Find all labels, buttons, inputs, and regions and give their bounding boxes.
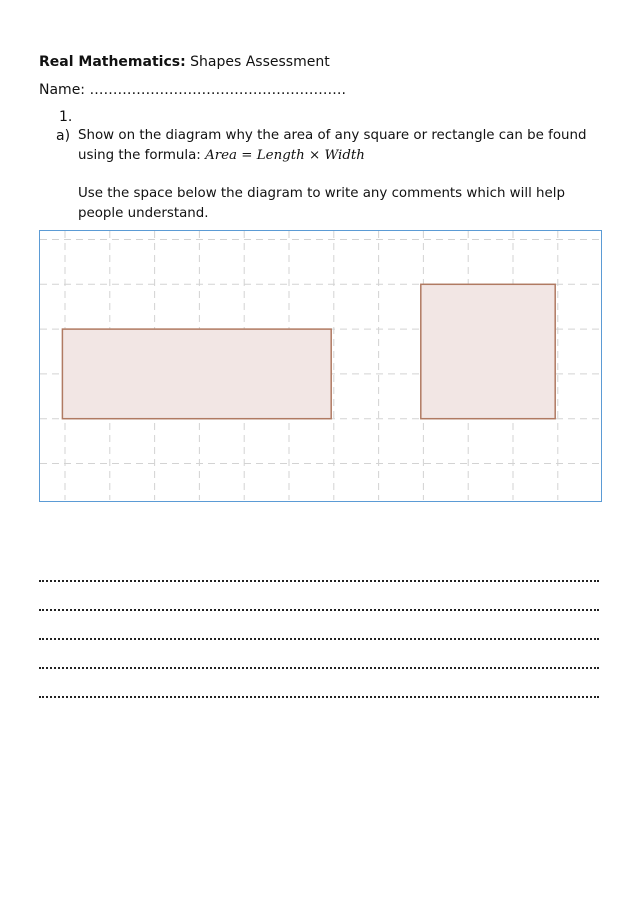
question-text: [78, 126, 608, 224]
title-rest-text: Shapes Assessment: [185, 54, 330, 70]
name-field[interactable]: [39, 80, 346, 100]
name-dots: ……………………………………………….: [89, 82, 346, 98]
answer-line[interactable]: [39, 574, 599, 582]
question-prompt-text: Show on the diagram why the area of any square or rectangle can be found using the formula:: [78, 128, 587, 163]
shape-rectangle: [62, 329, 331, 419]
question-number: 1.: [59, 109, 73, 125]
title-bold-text: Real Mathematics:: [39, 54, 186, 70]
answer-line[interactable]: [39, 632, 599, 640]
answer-line[interactable]: [39, 661, 599, 669]
question-prompt: [78, 126, 608, 166]
grid-svg: [40, 231, 600, 500]
question-part-letter: a): [56, 128, 71, 144]
page-title: [39, 52, 330, 72]
question-instruction: Use the space below the diagram to write any comments which will help people understand.: [78, 186, 565, 221]
shape-square: [421, 284, 555, 418]
answer-line[interactable]: [39, 690, 599, 698]
grid-diagram: [39, 230, 602, 502]
formula: Area = Length × Width: [205, 148, 365, 163]
name-label: Name:: [39, 82, 86, 98]
answer-line[interactable]: [39, 603, 599, 611]
